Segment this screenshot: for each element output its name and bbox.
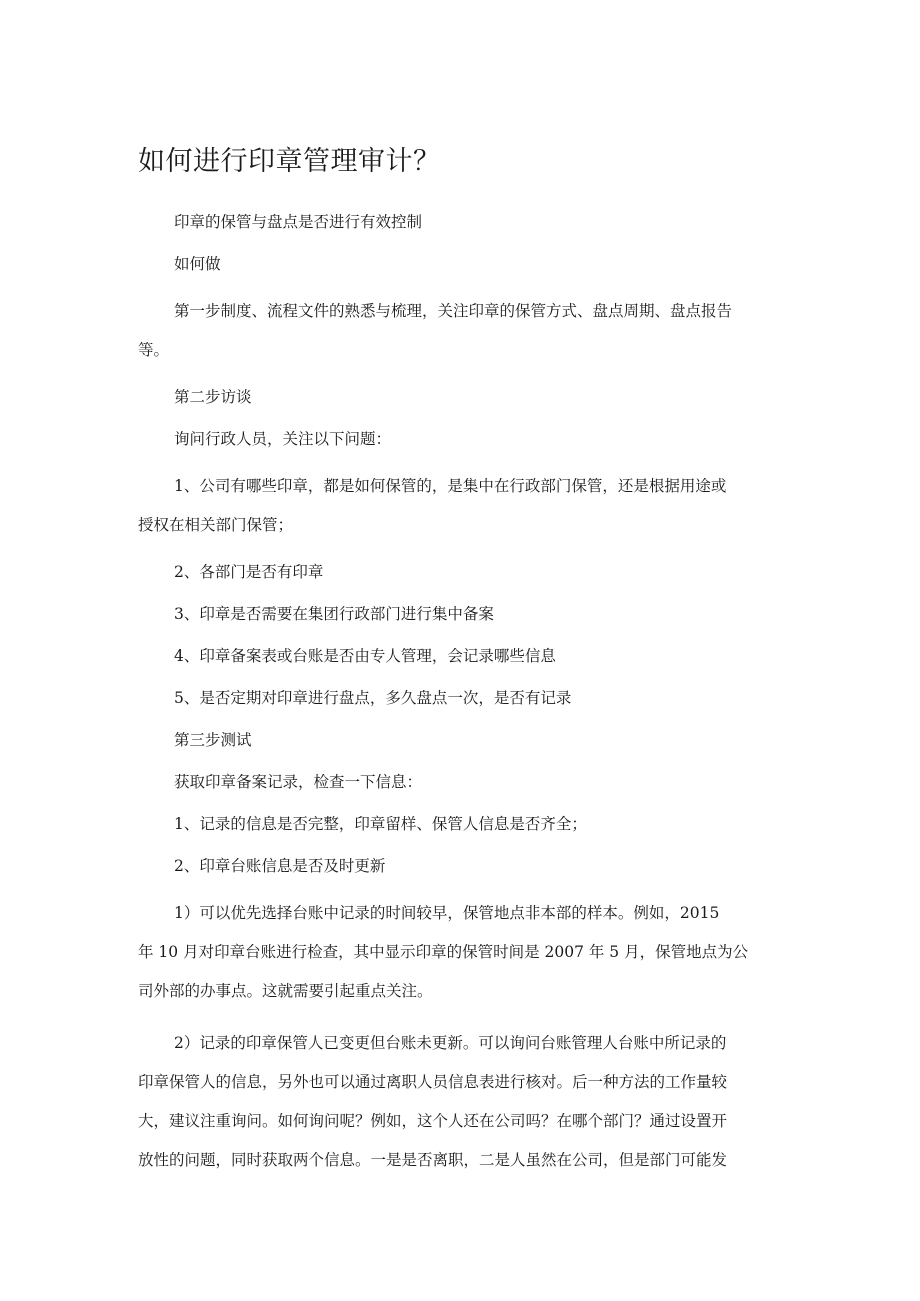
paragraph-step2-intro: 询问行政人员，关注以下问题： [174,430,392,448]
paragraph-step2-heading: 第二步访谈 [174,388,252,406]
step1-line-2: 等。 [138,341,170,359]
paragraph-test-2a [138,894,784,1011]
test-2a-line-1: 1）可以优先选择台账中记录的时间较早，保管地点非本部的样本。例如，2015 [174,904,720,922]
paragraph-step3-intro: 获取印章备案记录，检查一下信息： [174,773,423,791]
paragraph-question-5: 5、是否定期对印章进行盘点，多久盘点一次，是否有记录 [174,689,572,707]
paragraph-step1 [138,292,784,370]
paragraph-question-4: 4、印章备案表或台账是否由专人管理，会记录哪些信息 [174,647,556,665]
test-2b-line-2: 印章保管人的信息，另外也可以通过离职人员信息表进行核对。后一种方法的工作量较 [138,1073,728,1091]
paragraph-step3-heading: 第三步测试 [174,731,252,749]
document-body [138,208,784,1193]
paragraph-test-2: 2、印章台账信息是否及时更新 [174,857,386,875]
question-1-line-2: 授权在相关部门保管； [138,516,294,534]
paragraph-how-to: 如何做 [174,255,221,273]
step1-line-1: 第一步制度、流程文件的熟悉与梳理，关注印章的保管方式、盘点周期、盘点报告 [174,302,733,320]
question-1-line-1: 1、公司有哪些印章，都是如何保管的，是集中在行政部门保管，还是根据用途或 [174,477,727,495]
paragraph-question-1 [138,467,784,545]
paragraph-control-question: 印章的保管与盘点是否进行有效控制 [174,213,423,231]
test-2b-line-4: 放性的问题，同时获取两个信息。一是是否离职，二是人虽然在公司，但是部门可能发 [138,1151,728,1169]
test-2a-line-3: 司外部的办事点。这就需要引起重点关注。 [138,982,433,1000]
paragraph-question-3: 3、印章是否需要在集团行政部门进行集中备案 [174,605,494,623]
paragraph-question-2: 2、各部门是否有印章 [174,563,324,581]
test-2b-line-3: 大，建议注重询问。如何询问呢？例如，这个人还在公司吗？在哪个部门？通过设置开 [138,1112,728,1130]
paragraph-test-1: 1、记录的信息是否完整，印章留样、保管人信息是否齐全； [174,815,587,833]
test-2a-line-2: 年 10 月对印章台账进行检查，其中显示印章的保管时间是 2007 年 5 月，保管地点为公 [138,943,749,961]
document-title: 如何进行印章管理审计？ [138,146,441,177]
paragraph-test-2b [138,1024,784,1180]
test-2b-line-1: 2）记录的印章保管人已变更但台账未更新。可以询问台账管理人台账中所记录的 [174,1034,727,1052]
